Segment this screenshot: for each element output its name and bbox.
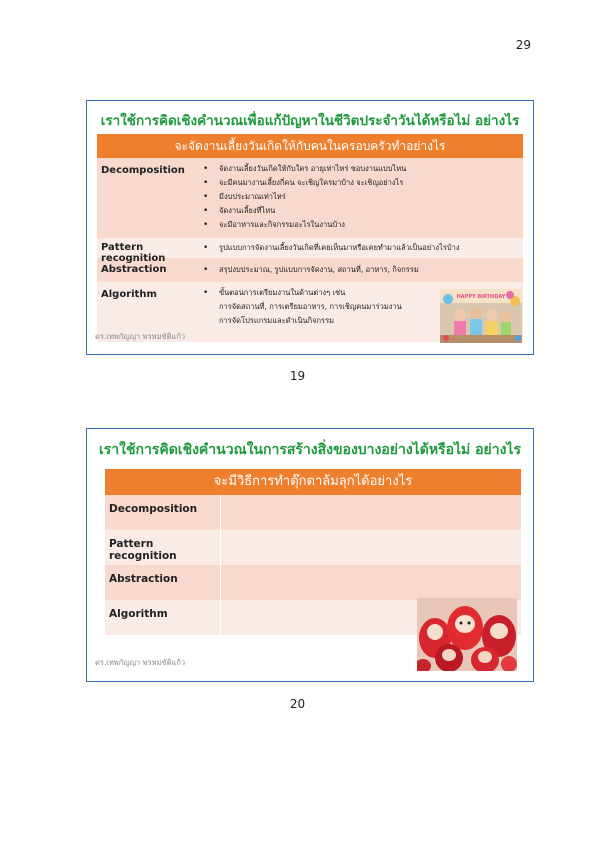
row-content <box>197 238 523 258</box>
table-header: จะมีวิธีการทำตุ๊กตาล้มลุกได้อย่างไร <box>105 469 521 495</box>
slide-20 <box>86 428 534 682</box>
slide-title: เราใช้การคิดเชิงคำนวณในการสร้างสิ่งของบางอย่างได้หรือไม่ อย่างไร <box>98 442 521 458</box>
slide-19 <box>86 100 534 355</box>
slide-title: เราใช้การคิดเชิงคำนวณเพื่อแก้ปัญหาในชีวิตประจำวันได้หรือไม่ อย่างไร <box>100 113 520 129</box>
row-content <box>197 158 523 238</box>
bullet-item: • จะมีอาหารและกิจกรรมอะไรในงานบ้าง <box>201 218 519 232</box>
row-label: Decomposition <box>101 165 185 176</box>
bullet-item: • จัดงานเลี้ยงวันเกิดให้กับใคร อายุเท่าไหร่ ชอบงานแบบไหน <box>201 162 519 176</box>
happy-birthday-banner: HAPPY BIRTHDAY <box>456 294 506 300</box>
bullet-item: • สรุปงบประมาณ, รูปแบบการจัดงาน, สถานที่, อาหาร, กิจกรรม <box>201 263 519 277</box>
row-content <box>197 258 523 282</box>
bullet-item: • มีงบประมาณเท่าไหร่ <box>201 190 519 204</box>
birthday-party-illustration <box>440 289 522 343</box>
author-footer: ดร.เทพกัญญา พรหมขัติแก้ว <box>95 332 186 341</box>
bullet-continuation: การจัดโปรแกรมและดำเนินกิจกรรม <box>219 316 335 325</box>
table-row-abstraction <box>97 258 523 282</box>
row-content-empty <box>220 565 521 600</box>
table-row-pattern-recognition <box>97 238 523 264</box>
row-content-empty <box>220 495 521 530</box>
row-label: Algorithm <box>101 289 157 300</box>
table-row-decomposition <box>105 495 521 530</box>
page-number: 29 <box>515 38 531 52</box>
daruma-dolls-photo <box>417 598 517 671</box>
bullet-item: • รูปแบบการจัดงานเลี้ยงวันเกิดที่เคยเห็นมาหรือเคยทำมาแล้วเป็นอย่างไรบ้าง <box>201 241 519 255</box>
slide-number: 19 <box>289 369 306 383</box>
bullet-item: • จัดงานเลี้ยงที่ไหน <box>201 204 519 218</box>
row-content-empty <box>220 530 521 565</box>
table-row-pattern-recognition <box>105 530 521 565</box>
author-footer: ดร.เทพกัญญา พรหมขัติแก้ว <box>95 658 186 667</box>
row-label: Pattern recognition <box>109 538 177 562</box>
table-header: จะจัดงานเลี้ยงวันเกิดให้กับคนในครอบครัวทำอย่างไร <box>97 134 523 158</box>
row-label: Abstraction <box>109 573 178 585</box>
slide-number: 20 <box>289 697 306 711</box>
bullet-item: • ขั้นตอนการเตรียมงานในด้านต่างๆ เช่น <box>201 286 519 300</box>
table-row-decomposition <box>97 158 523 238</box>
row-label: Algorithm <box>109 608 168 620</box>
daruma-dolls-illustration <box>417 598 517 671</box>
row-label: Pattern recognition <box>101 242 166 264</box>
bullet-item: • จะมีคนมางานเลี้ยงกี่คน จะเชิญใครมาบ้าง จะเชิญอย่างไร <box>201 176 519 190</box>
bullet-continuation: การจัดสถานที่, การเตรียมอาหาร, การเชิญคนมาร่วมงาน <box>219 302 402 311</box>
row-label: Decomposition <box>109 503 198 515</box>
row-label: Abstraction <box>101 264 167 275</box>
table-row-abstraction <box>105 565 521 600</box>
birthday-party-photo <box>440 289 522 343</box>
